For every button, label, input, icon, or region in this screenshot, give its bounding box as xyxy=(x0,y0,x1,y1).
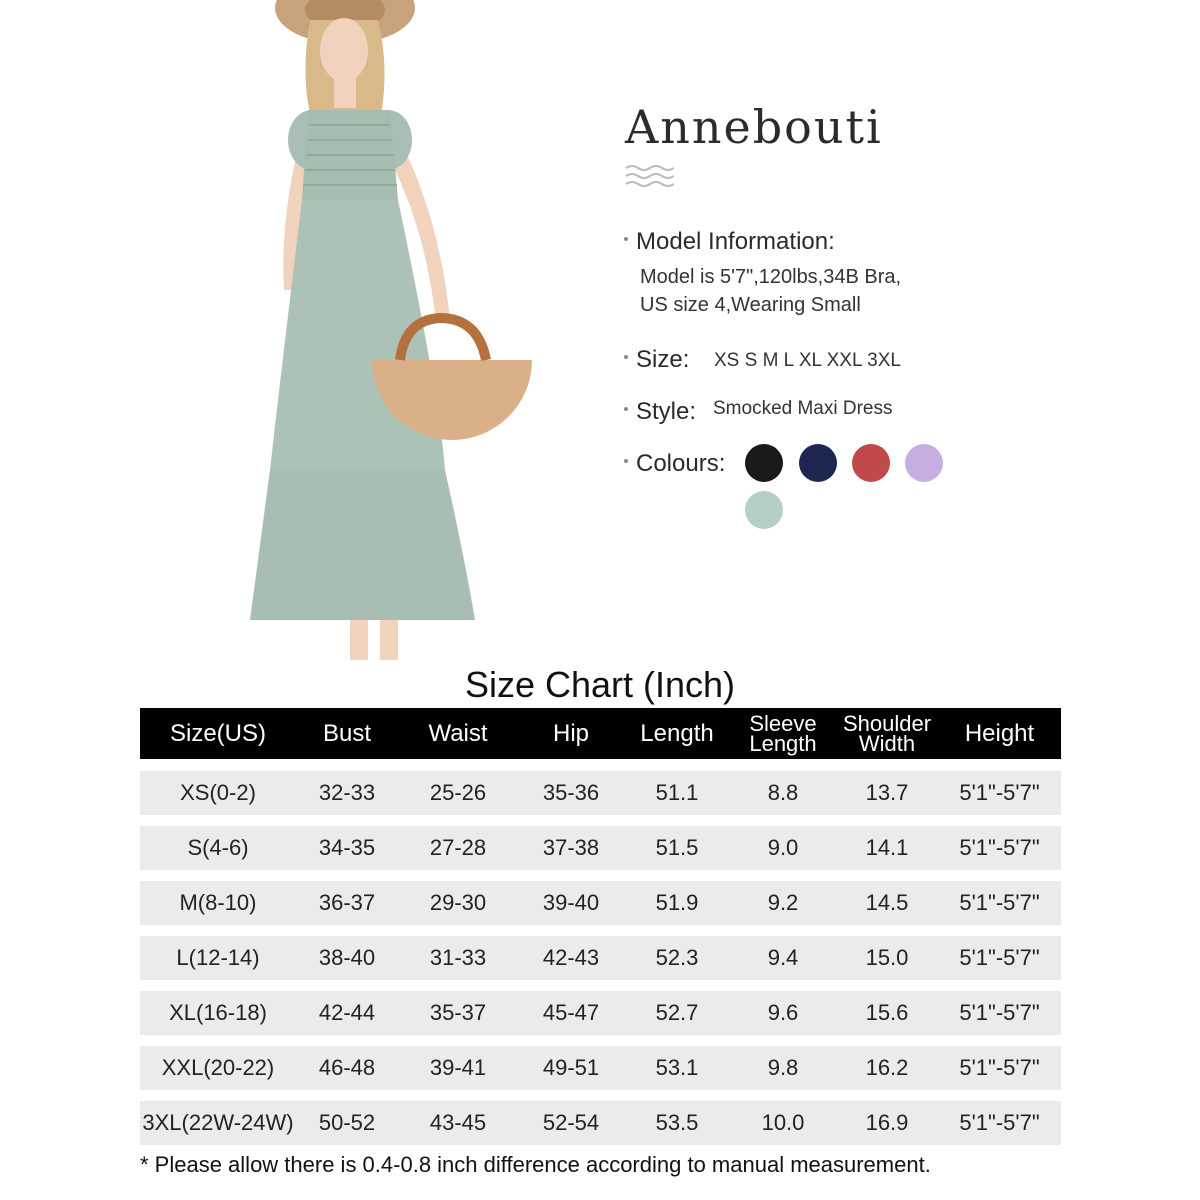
table-row xyxy=(140,881,1061,925)
cell-shoulder-width: 14.1 xyxy=(865,835,909,860)
cell-size: S(4-6) xyxy=(187,835,249,860)
size-label-text: Size: xyxy=(636,346,690,373)
cell-sleeve-length: 8.8 xyxy=(767,780,799,805)
header-waist-text: Waist xyxy=(428,719,488,747)
header-hip xyxy=(518,719,624,747)
cell-size: M(8-10) xyxy=(179,890,257,915)
cell-height: 5'1"-5'7" xyxy=(959,780,1040,805)
model-info-line2: US size 4,Wearing Small xyxy=(640,294,861,316)
cell-size: XS(0-2) xyxy=(180,780,256,805)
size-chart-table xyxy=(140,708,1061,1145)
cell-bust: 42-44 xyxy=(318,1000,376,1025)
cell-waist: 25-26 xyxy=(429,780,487,805)
cell-bust: 38-40 xyxy=(318,945,376,970)
cell-sleeve-length: 10.0 xyxy=(761,1110,805,1135)
cell-waist: 27-28 xyxy=(429,835,487,860)
cell-shoulder-width: 15.0 xyxy=(865,945,909,970)
cell-height: 5'1"-5'7" xyxy=(959,1110,1040,1135)
cell-size: XXL(20-22) xyxy=(161,1055,275,1080)
brand-name: Annebouti xyxy=(625,100,883,154)
cell-hip: 42-43 xyxy=(542,945,600,970)
size-label xyxy=(624,346,689,374)
table-row xyxy=(140,771,1061,815)
size-chart-header-row xyxy=(140,708,1061,759)
header-sleeve-length-line1: Sleeve xyxy=(749,710,817,736)
cell-hip: 49-51 xyxy=(542,1055,600,1080)
colour-swatch-red[interactable] xyxy=(852,444,890,482)
cell-length: 53.1 xyxy=(655,1055,699,1080)
cell-waist: 35-37 xyxy=(429,1000,487,1025)
cell-sleeve-length: 9.2 xyxy=(767,890,799,915)
bullet-icon xyxy=(624,355,628,359)
header-length-text: Length xyxy=(640,719,714,747)
header-sleeve-length-line2: Length xyxy=(749,730,817,756)
cell-waist: 29-30 xyxy=(429,890,487,915)
cell-size: 3XL(22W-24W) xyxy=(142,1110,294,1135)
cell-height: 5'1"-5'7" xyxy=(959,890,1040,915)
table-row xyxy=(140,936,1061,980)
cell-waist: 43-45 xyxy=(429,1110,487,1135)
header-shoulder-width-line2: Width xyxy=(858,730,916,756)
wave-decoration-icon xyxy=(624,162,674,190)
colour-swatch-black[interactable] xyxy=(745,444,783,482)
cell-bust: 32-33 xyxy=(318,780,376,805)
header-shoulder-width-line1: Shoulder xyxy=(842,710,932,736)
cell-hip: 39-40 xyxy=(542,890,600,915)
table-row xyxy=(140,1101,1061,1145)
cell-bust: 50-52 xyxy=(318,1110,376,1135)
size-chart-body xyxy=(140,771,1061,1145)
header-hip-text: Hip xyxy=(552,719,589,747)
model-photo xyxy=(240,0,540,660)
model-info-label xyxy=(624,228,835,256)
header-shoulder-width xyxy=(836,710,938,756)
cell-length: 52.7 xyxy=(655,1000,699,1025)
cell-height: 5'1"-5'7" xyxy=(959,835,1040,860)
bullet-icon xyxy=(624,459,628,463)
cell-size: XL(16-18) xyxy=(169,1000,267,1025)
header-size-text: Size(US) xyxy=(169,719,266,747)
bullet-icon xyxy=(624,407,628,411)
header-size xyxy=(140,719,296,747)
cell-sleeve-length: 9.0 xyxy=(767,835,799,860)
cell-height: 5'1"-5'7" xyxy=(959,1000,1040,1025)
cell-shoulder-width: 16.9 xyxy=(865,1110,909,1135)
size-options: XS S M L XL XXL 3XL xyxy=(714,350,901,371)
cell-bust: 34-35 xyxy=(318,835,376,860)
cell-shoulder-width: 13.7 xyxy=(865,780,909,805)
cell-height: 5'1"-5'7" xyxy=(959,1055,1040,1080)
measurement-note: * Please allow there is 0.4-0.8 inch difference according to manual measurement. xyxy=(140,1152,931,1177)
colour-swatch-navy[interactable] xyxy=(799,444,837,482)
table-row xyxy=(140,991,1061,1035)
model-photo-illustration xyxy=(240,0,540,660)
cell-shoulder-width: 16.2 xyxy=(865,1055,909,1080)
header-bust-text: Bust xyxy=(322,719,372,747)
cell-waist: 39-41 xyxy=(429,1055,487,1080)
cell-bust: 46-48 xyxy=(318,1055,376,1080)
style-label xyxy=(624,398,696,426)
header-sleeve-length xyxy=(730,710,836,756)
cell-waist: 31-33 xyxy=(429,945,487,970)
size-chart-title: Size Chart (Inch) xyxy=(464,664,736,705)
style-value: Smocked Maxi Dress xyxy=(713,398,893,419)
model-info-line1: Model is 5'7",120lbs,34B Bra, xyxy=(640,266,902,288)
cell-length: 51.1 xyxy=(655,780,699,805)
model-info-label-text: Model Information: xyxy=(636,228,835,255)
bullet-icon xyxy=(624,237,628,241)
header-height-text: Height xyxy=(964,719,1035,747)
cell-size: L(12-14) xyxy=(176,945,260,970)
cell-hip: 45-47 xyxy=(542,1000,600,1025)
cell-shoulder-width: 14.5 xyxy=(865,890,909,915)
cell-length: 52.3 xyxy=(655,945,699,970)
cell-shoulder-width: 15.6 xyxy=(865,1000,909,1025)
header-waist xyxy=(398,719,518,747)
cell-hip: 37-38 xyxy=(542,835,600,860)
colour-swatch-lavender[interactable] xyxy=(905,444,943,482)
cell-hip: 35-36 xyxy=(542,780,600,805)
colours-label xyxy=(624,450,725,478)
cell-length: 51.5 xyxy=(655,835,699,860)
cell-sleeve-length: 9.4 xyxy=(767,945,799,970)
cell-length: 53.5 xyxy=(655,1110,699,1135)
cell-bust: 36-37 xyxy=(318,890,376,915)
header-length xyxy=(624,719,730,747)
table-row xyxy=(140,826,1061,870)
style-label-text: Style: xyxy=(636,398,697,425)
header-bust xyxy=(296,719,398,747)
colour-swatch-sage[interactable] xyxy=(745,491,783,529)
cell-sleeve-length: 9.6 xyxy=(767,1000,799,1025)
cell-sleeve-length: 9.8 xyxy=(767,1055,799,1080)
header-height xyxy=(938,719,1061,747)
colours-label-text: Colours: xyxy=(636,450,726,477)
cell-hip: 52-54 xyxy=(542,1110,600,1135)
table-row xyxy=(140,1046,1061,1090)
cell-height: 5'1"-5'7" xyxy=(959,945,1040,970)
cell-length: 51.9 xyxy=(655,890,699,915)
